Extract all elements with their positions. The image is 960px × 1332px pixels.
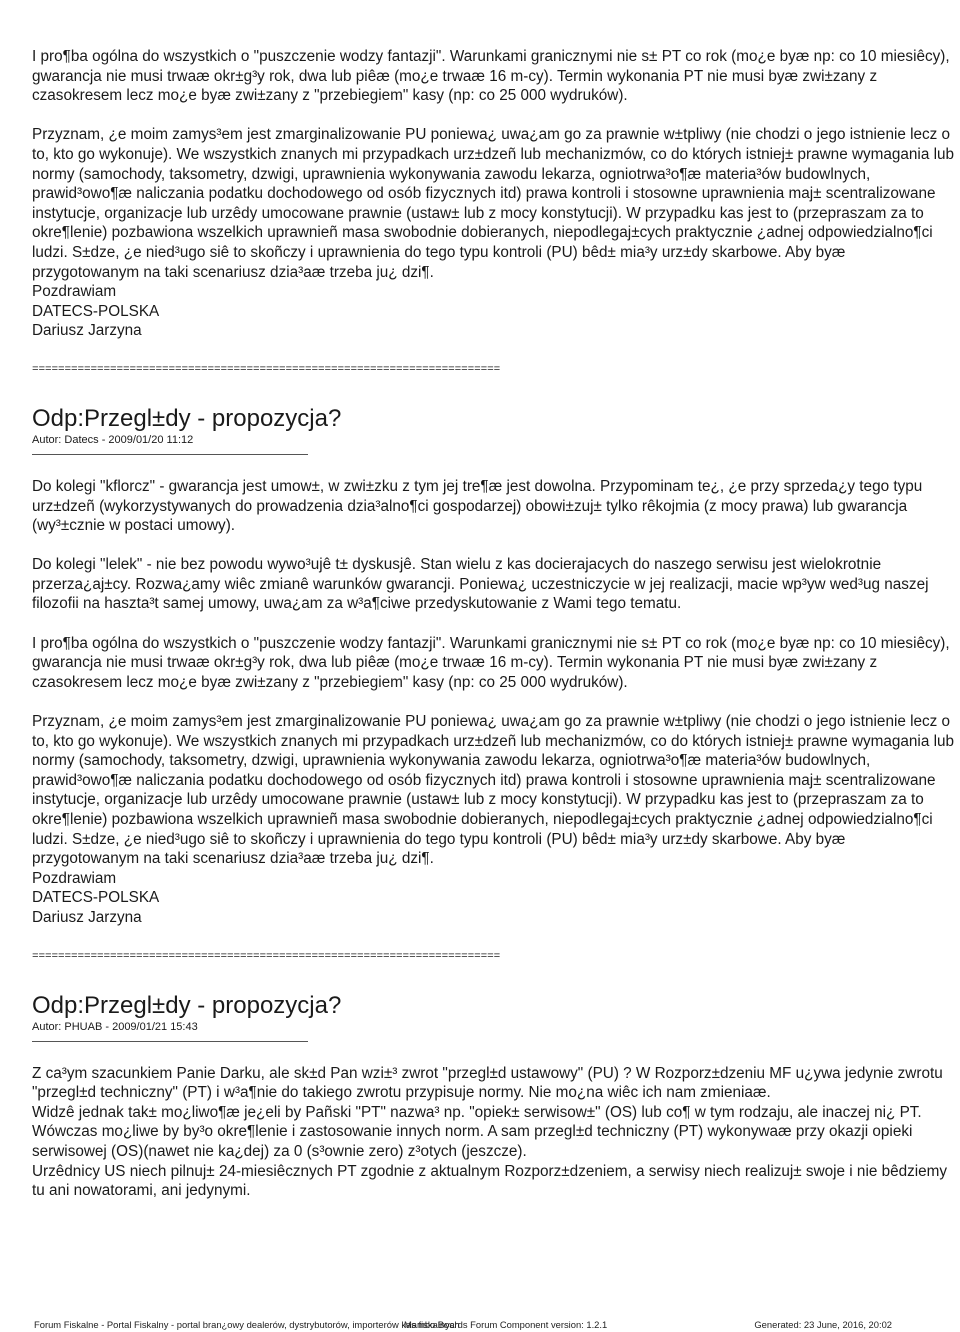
separator-line: ========================================================================: [32, 363, 501, 376]
signature-line: DATECS-POLSKA: [32, 889, 160, 907]
meta-divider: [32, 1041, 308, 1042]
signature-line: Dariusz Jarzyna: [32, 322, 142, 340]
signature-line: Pozdrawiam: [32, 283, 117, 301]
paragraph: Urzêdnicy US niech pilnuj± 24-miesiêcznych PT zgodnie z aktualnym Rozporz±dzeniem, a serwisy niech realizuj± swoje i nie bêdziemy tu ani nowatorami, ani jedynymi.: [32, 1162, 948, 1200]
paragraph: I pro¶ba ogólna do wszystkich o "puszczenie wodzy fantazji". Warunkami granicznymi nie s± PT co rok (mo¿e byæ np: co 10 miesiêcy), gwarancja nie musi trwaæ okr±g³y rok, dwa lub piêæ (mo¿e trwaæ 16 m-cy). Termin wykonania PT nie musi byæ zwi±zany z czasokresem lecz mo¿e byæ zwi±zany z "przebiegiem" kasy (np: co 25 000 wydruków).: [32, 634, 950, 691]
post-title: Odp:Przegl±dy - propozycja?: [32, 991, 342, 1019]
paragraph: Przyznam, ¿e moim zamys³em jest zmarginalizowanie PU poniewa¿ uwa¿am go za prawnie w±tpliwy (nie chodzi o jego istnienie lecz o to, kto go wykonuje). We wszystkich znanych mi przypadkach urz±dzeñ lub mechanizmów, co do których istniej± prawne wymagania lub normy (samochody, taksometry, dzwigi, uprawnienia wykonywania zawodu lekarza, ogniotrwa³o¶æ materia³ów budowlnych, prawid³owo¶æ naliczania podatku dochodowego od osób fizycznych itd) prawa kontroli i stosowne uprawnienia maj± scentralizowane instytucje, organizacje lub urzêdy umocowane prawnie (ustaw± lub z mocy konstytucji). W przypadku kas jest to (przepraszam za to okre¶lenie) pozbawiona wszelkich uprawnieñ masa swobodnie dobieranych, niepodlegaj±cych praktycznie ¿adnej odpowiedzialno¶ci ludzi. S±dze, ¿e nied³ugo siê to skoñczy i uprawnienia do tego typu kontroli (PU) bêd± mia³y urz±dy skarbowe. Aby byæ przygotowanym na taki scenariusz dzia³aæ trzeba ju¿ dzi¶.: [32, 713, 954, 868]
signature-line: Pozdrawiam: [32, 869, 117, 887]
footer-generated-date: Generated: 23 June, 2016, 20:02: [754, 1319, 892, 1330]
signature-line: DATECS-POLSKA: [32, 302, 160, 320]
paragraph: Do kolegi "kflorcz" - gwarancja jest umow±, w zwi±zku z tym jej tre¶æ jest dowolna. Przypominam te¿, ¿e przy sprzeda¿y tego typu urz±dzeñ (wykorzystywanych do prowadzenia dzia³alno¶ci gospodarzej) obowi±zuj± tylko rêkojmia (z mocy prawa) lub gwarancja (wy³±cznie w postaci umowy).: [32, 477, 923, 535]
paragraph: Przyznam, ¿e moim zamys³em jest zmarginalizowanie PU poniewa¿ uwa¿am go za prawnie w±tpliwy (nie chodzi o jego istnienie lecz o to, kto go wykonuje). We wszystkich znanych mi przypadkach urz±dzeñ lub mechanizmów, co do których istniej± prawne wymagania lub normy (samochody, taksometry, dzwigi, uprawnienia wykonywania zawodu lekarza, ogniotrwa³o¶æ materia³ów budowlnych, prawid³owo¶æ naliczania podatku dochodowego od osób fizycznych itd) prawa kontroli i stosowne uprawnienia maj± scentralizowane instytucje, organizacje lub urzêdy umocowane prawnie (ustaw± lub z mocy konstytucji). W przypadku kas jest to (przepraszam za to okre¶lenie) pozbawiona wszelkich uprawnieñ masa swobodnie dobieranych, niepodlegaj±cych praktycznie ¿adnej odpowiedzialno¶ci ludzi. S±dze, ¿e nied³ugo siê to skoñczy i uprawnienia do tego typu kontroli (PU) bêd± mia³y urz±dy skarbowe. Aby byæ przygotowanym na taki scenariusz dzia³aæ trzeba ju¿ dzi¶.: [32, 126, 954, 281]
signature: [32, 869, 956, 928]
meta-divider: [32, 454, 308, 455]
post-title: Odp:Przegl±dy - propozycja?: [32, 404, 342, 432]
post-meta: Autor: Datecs - 2009/01/20 11:12: [32, 433, 194, 446]
paragraph: I pro¶ba ogólna do wszystkich o "puszczenie wodzy fantazji". Warunkami granicznymi nie s± PT co rok (mo¿e byæ np: co 10 miesiêcy), gwarancja nie musi trwaæ okr±g³y rok, dwa lub piêæ (mo¿e trwaæ 16 m-cy). Termin wykonania PT nie musi byæ zwi±zany z czasokresem lecz mo¿e byæ zwi±zany z "przebiegiem" kasy (np: co 25 000 wydruków).: [32, 48, 950, 105]
footer-site-name: Forum Fiskalne - Portal Fiskalny - portal bran¿owy dealerów, dystrybutorów, importerów kas fiskalnych: [34, 1319, 460, 1330]
separator-line: ========================================================================: [32, 950, 501, 963]
signature-line: Dariusz Jarzyna: [32, 908, 142, 926]
document-body: [32, 47, 956, 1201]
paragraph: Wówczas mo¿liwe by by³o okre¶lenie i zastosowanie innych norm. A sam przegl±d techniczny (PT) wykonywaæ przy okazji opieki serwisowej (OS)(nawet nie ka¿dej) za 0 (s³ownie zero) z³otych (jeszcze).: [32, 1123, 913, 1160]
post-meta: Autor: PHUAB - 2009/01/21 15:43: [32, 1020, 198, 1033]
paragraph: Do kolegi "lelek" - nie bez powodu wywo³ujê t± dyskusjê. Stan wielu z kas docierajacych do naszego serwisu jest wielokrotnie przerza¿aj±cy. Rozwa¿amy wiêc zmianê warunków gwarancji. Poniewa¿ uczestniczycie w jej realizacji, macie wp³yw wed³ug naszej filozofii na haszta³t samej umowy, uwa¿am za w³a¶ciwe przedyskutowanie z Wami tego tematu.: [32, 556, 929, 613]
paragraph: Z ca³ym szacunkiem Panie Darku, ale sk±d Pan wzi±³ zwrot "przegl±d ustawowy" (PU) ? W Rozporz±dzeniu MF u¿ywa jedynie zwrotu "przegl±d techniczny" (PT) i w³a¶nie do takiego zwrotu przypisuje normy. Nie mo¿na wiêc ich nam zmieniaæ.: [32, 1064, 943, 1102]
page-footer: [34, 1319, 894, 1331]
paragraph: Widzê jednak tak± mo¿liwo¶æ je¿eli by Pañski "PT" nazwa³ np. "opiek± serwisow±" (OS) lub co¶ w tym rodzaju, ale inaczej ni¿ PT.: [32, 1103, 922, 1121]
signature: [32, 282, 956, 341]
footer-component-version: Mambo Boards Forum Component version: 1.2.1: [404, 1319, 608, 1330]
